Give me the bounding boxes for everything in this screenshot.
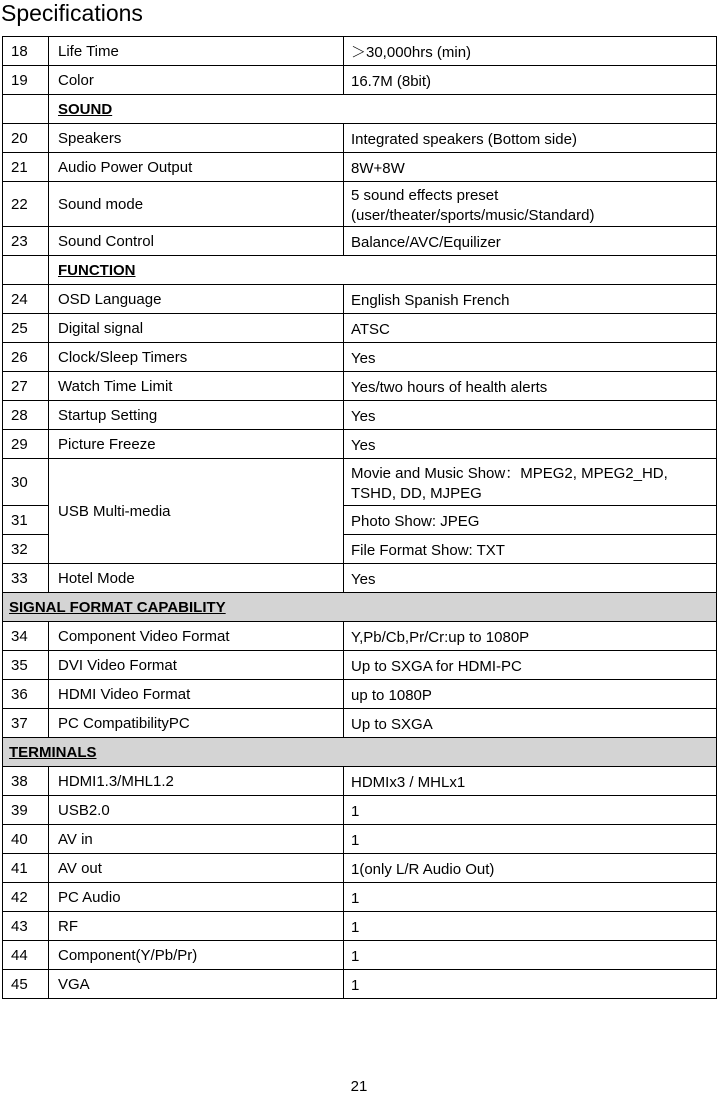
table-row <box>3 66 717 95</box>
spec-item: VGA <box>49 970 344 999</box>
spec-item: Clock/Sleep Timers <box>49 343 344 372</box>
table-row <box>3 182 717 227</box>
table-row <box>3 709 717 738</box>
spec-value: Balance/AVC/Equilizer <box>344 227 717 256</box>
page-number: 21 <box>350 1078 368 1095</box>
spec-item: HDMI1.3/MHL1.2 <box>49 767 344 796</box>
spec-item: Audio Power Output <box>49 153 344 182</box>
spec-value: Photo Show: JPEG <box>344 506 717 535</box>
spec-item: Sound Control <box>49 227 344 256</box>
spec-value: ATSC <box>344 314 717 343</box>
table-row <box>3 372 717 401</box>
table-row <box>3 622 717 651</box>
spec-value: 1(only L/R Audio Out) <box>344 854 717 883</box>
spec-item: OSD Language <box>49 285 344 314</box>
spec-item: Color <box>49 66 344 95</box>
row-number: 35 <box>3 651 49 680</box>
spec-value: Up to SXGA for HDMI-PC <box>344 651 717 680</box>
spec-item: Component Video Format <box>49 622 344 651</box>
spec-value-line: 5 sound effects preset <box>351 186 499 204</box>
table-row <box>3 883 717 912</box>
row-number: 21 <box>3 153 49 182</box>
spec-value: English Spanish French <box>344 285 717 314</box>
spec-item: Picture Freeze <box>49 430 344 459</box>
spec-value: 1 <box>344 970 717 999</box>
page-title: Specifications <box>1 0 143 26</box>
row-number: 22 <box>3 182 49 227</box>
row-number: 18 <box>3 37 49 66</box>
spec-item: AV in <box>49 825 344 854</box>
spec-value: Yes <box>344 343 717 372</box>
table-row <box>3 854 717 883</box>
spec-value: Yes/two hours of health alerts <box>344 372 717 401</box>
section-title: TERMINALS <box>3 738 717 767</box>
table-row <box>3 153 717 182</box>
row-number: 33 <box>3 564 49 593</box>
section-title: FUNCTION <box>49 256 717 285</box>
spec-value-line: Movie and Music Show：MPEG2, MPEG2_HD, <box>351 464 668 482</box>
section-header-signal-format <box>3 593 717 622</box>
table-row <box>3 912 717 941</box>
table-row <box>3 430 717 459</box>
section-number-cell <box>3 95 49 124</box>
spec-value <box>344 182 717 227</box>
spec-value: Yes <box>344 401 717 430</box>
table-row <box>3 124 717 153</box>
spec-value <box>344 459 717 506</box>
table-row <box>3 680 717 709</box>
row-number: 27 <box>3 372 49 401</box>
table-row <box>3 970 717 999</box>
row-number: 45 <box>3 970 49 999</box>
row-number: 34 <box>3 622 49 651</box>
spec-item: AV out <box>49 854 344 883</box>
row-number: 44 <box>3 941 49 970</box>
spec-item: Sound mode <box>49 182 344 227</box>
spec-value: up to 1080P <box>344 680 717 709</box>
spec-item: Component(Y/Pb/Pr) <box>49 941 344 970</box>
spec-value-line: (user/theater/sports/music/Standard) <box>351 206 595 224</box>
table-row <box>3 401 717 430</box>
section-number-cell <box>3 256 49 285</box>
spec-item: RF <box>49 912 344 941</box>
row-number: 32 <box>3 535 49 564</box>
row-number: 30 <box>3 459 49 506</box>
table-row <box>3 825 717 854</box>
spec-value: Yes <box>344 430 717 459</box>
spec-item: PC Audio <box>49 883 344 912</box>
section-header-terminals <box>3 738 717 767</box>
table-row <box>3 941 717 970</box>
row-number: 26 <box>3 343 49 372</box>
table-row <box>3 343 717 372</box>
spec-value: 1 <box>344 883 717 912</box>
row-number: 39 <box>3 796 49 825</box>
table-row <box>3 564 717 593</box>
spec-item: Watch Time Limit <box>49 372 344 401</box>
spec-value: 8W+8W <box>344 153 717 182</box>
spec-value: 16.7M (8bit) <box>344 66 717 95</box>
spec-item: USB2.0 <box>49 796 344 825</box>
spec-value: File Format Show: TXT <box>344 535 717 564</box>
spec-item: HDMI Video Format <box>49 680 344 709</box>
spec-item: Startup Setting <box>49 401 344 430</box>
table-row <box>3 37 717 66</box>
table-row <box>3 767 717 796</box>
row-number: 36 <box>3 680 49 709</box>
row-number: 19 <box>3 66 49 95</box>
spec-table <box>2 36 717 999</box>
spec-item: PC CompatibilityPC <box>49 709 344 738</box>
row-number: 24 <box>3 285 49 314</box>
row-number: 29 <box>3 430 49 459</box>
row-number: 41 <box>3 854 49 883</box>
row-number: 43 <box>3 912 49 941</box>
spec-value: ＞30,000hrs (min) <box>344 37 717 66</box>
spec-item: Speakers <box>49 124 344 153</box>
table-row <box>3 459 717 506</box>
row-number: 25 <box>3 314 49 343</box>
section-header-sound <box>3 95 717 124</box>
row-number: 40 <box>3 825 49 854</box>
spec-value: 1 <box>344 912 717 941</box>
row-number: 42 <box>3 883 49 912</box>
row-number: 28 <box>3 401 49 430</box>
section-header-function <box>3 256 717 285</box>
spec-item: Digital signal <box>49 314 344 343</box>
row-number: 38 <box>3 767 49 796</box>
table-row <box>3 227 717 256</box>
row-number: 37 <box>3 709 49 738</box>
section-title: SIGNAL FORMAT CAPABILITY <box>3 593 717 622</box>
spec-value: 1 <box>344 941 717 970</box>
table-row <box>3 796 717 825</box>
row-number: 23 <box>3 227 49 256</box>
spec-value: Y,Pb/Cb,Pr/Cr:up to 1080P <box>344 622 717 651</box>
spec-value: Yes <box>344 564 717 593</box>
spec-value: 1 <box>344 825 717 854</box>
spec-item: Hotel Mode <box>49 564 344 593</box>
spec-value: HDMIx3 / MHLx1 <box>344 767 717 796</box>
spec-value: 1 <box>344 796 717 825</box>
table-row <box>3 314 717 343</box>
section-title: SOUND <box>49 95 717 124</box>
spec-value: Up to SXGA <box>344 709 717 738</box>
table-row <box>3 651 717 680</box>
spec-item: DVI Video Format <box>49 651 344 680</box>
table-row <box>3 285 717 314</box>
row-number: 31 <box>3 506 49 535</box>
spec-value-line: TSHD, DD, MJPEG <box>351 484 482 502</box>
spec-item: Life Time <box>49 37 344 66</box>
spec-item: USB Multi-media <box>49 459 344 564</box>
row-number: 20 <box>3 124 49 153</box>
spec-value: Integrated speakers (Bottom side) <box>344 124 717 153</box>
